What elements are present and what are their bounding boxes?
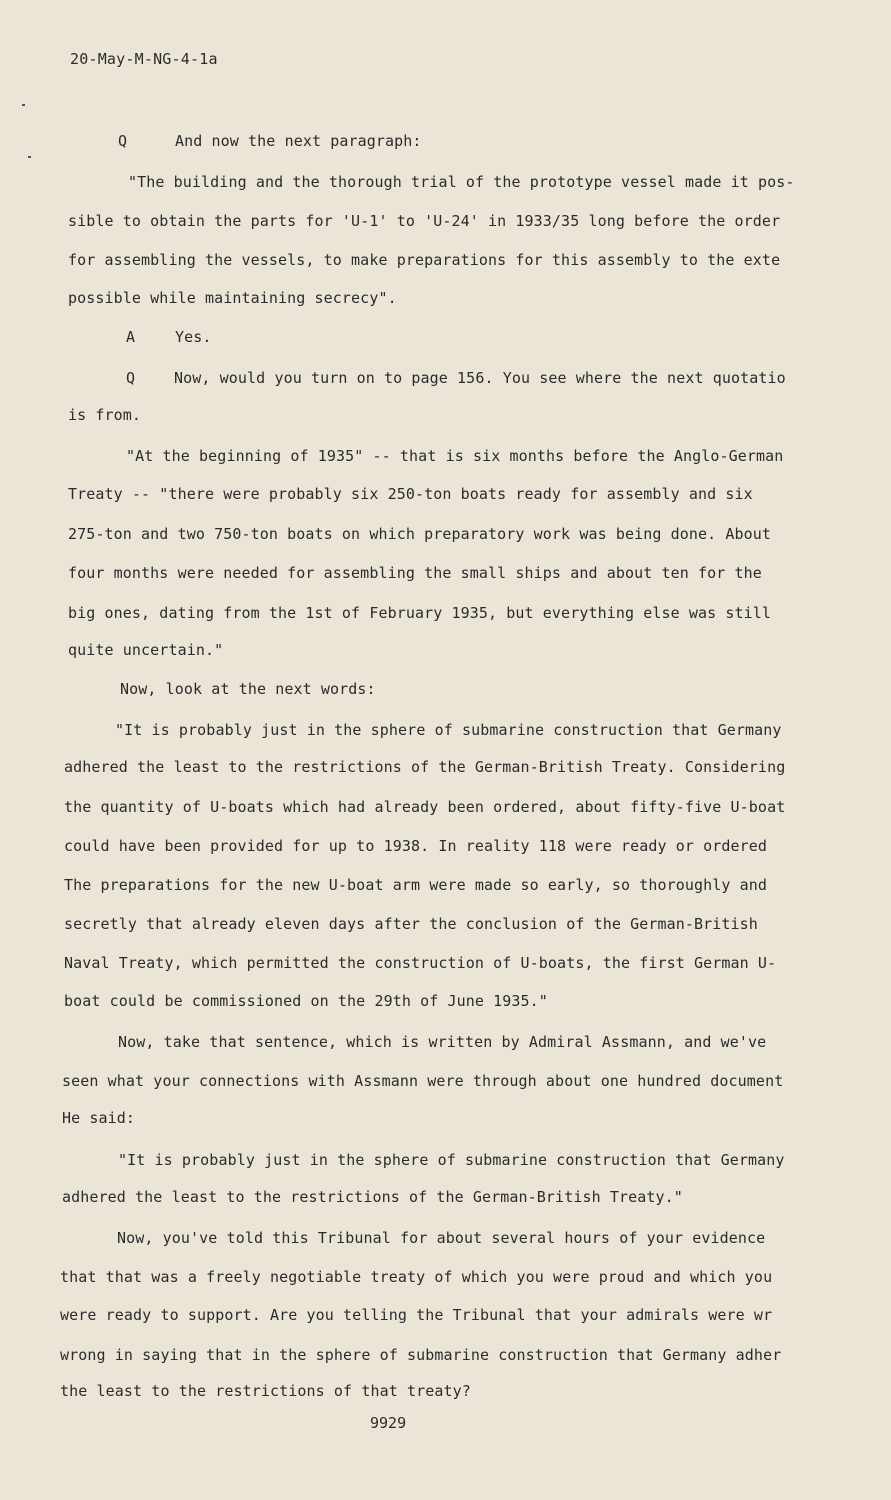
quote-line: "It is probably just in the sphere of submarine construction that Germany [115, 721, 782, 739]
quote-line: big ones, dating from the 1st of February 1935, but everything else was still [68, 604, 772, 622]
margin-mark [28, 156, 31, 158]
question-label: Q [126, 369, 136, 387]
paragraph-line: were ready to support. Are you telling the Tribunal that your admirals were wr [60, 1306, 773, 1324]
paragraph-line: wrong in saying that in the sphere of submarine construction that Germany adher [60, 1346, 782, 1364]
quote-line: the quantity of U-boats which had already been ordered, about fifty-five U-boat [64, 798, 786, 816]
quote-line: sible to obtain the parts for 'U-1' to 'U-24' in 1933/35 long before the order [68, 212, 781, 230]
quote-line: 275-ton and two 750-ton boats on which preparatory work was being done. About [68, 525, 772, 543]
quote-line: could have been provided for up to 1938. In reality 118 were ready or ordered [64, 837, 768, 855]
quote-line: "It is probably just in the sphere of submarine construction that Germany [118, 1151, 785, 1169]
answer-text: Yes. [175, 328, 212, 346]
document-reference: 20-May-M-NG-4-1a [70, 50, 218, 68]
answer-label: A [126, 328, 136, 346]
quote-line: quite uncertain." [68, 641, 224, 659]
paragraph-line: the least to the restrictions of that treaty? [60, 1382, 471, 1400]
quote-line: "The building and the thorough trial of the prototype vessel made it pos- [128, 173, 795, 191]
quote-line: The preparations for the new U-boat arm were made so early, so thoroughly and [64, 876, 768, 894]
quote-line: for assembling the vessels, to make preparations for this assembly to the exte [68, 251, 781, 269]
quote-line: four months were needed for assembling the small ships and about ten for the [68, 564, 762, 582]
quote-line: Naval Treaty, which permitted the construction of U-boats, the first German U- [64, 954, 777, 972]
paragraph-line: that that was a freely negotiable treaty of which you were proud and which you [60, 1268, 773, 1286]
quote-line: adhered the least to the restrictions of the German-British Treaty." [62, 1188, 683, 1206]
paragraph-line: seen what your connections with Assmann were through about one hundred document [62, 1072, 784, 1090]
question-label: Q [118, 132, 128, 150]
quote-line: possible while maintaining secrecy". [68, 289, 397, 307]
question-text: is from. [68, 406, 142, 424]
question-text: Now, would you turn on to page 156. You see where the next quotatio [174, 369, 786, 387]
paragraph-line: Now, you've told this Tribunal for about several hours of your evidence [117, 1229, 766, 1247]
margin-mark [22, 104, 25, 106]
paragraph-line: Now, take that sentence, which is written by Admiral Assmann, and we've [118, 1033, 767, 1051]
quote-line: secretly that already eleven days after the conclusion of the German-British [64, 915, 758, 933]
quote-line: adhered the least to the restrictions of the German-British Treaty. Considering [64, 758, 786, 776]
question-text: And now the next paragraph: [175, 132, 422, 150]
quote-line: boat could be commissioned on the 29th of June 1935." [64, 992, 548, 1010]
quote-line: "At the beginning of 1935" -- that is six months before the Anglo-German [126, 447, 784, 465]
paragraph-line: He said: [62, 1109, 136, 1127]
page-number: 9929 [370, 1414, 407, 1432]
paragraph-line: Now, look at the next words: [120, 680, 376, 698]
quote-line: Treaty -- "there were probably six 250-ton boats ready for assembly and six [68, 485, 753, 503]
